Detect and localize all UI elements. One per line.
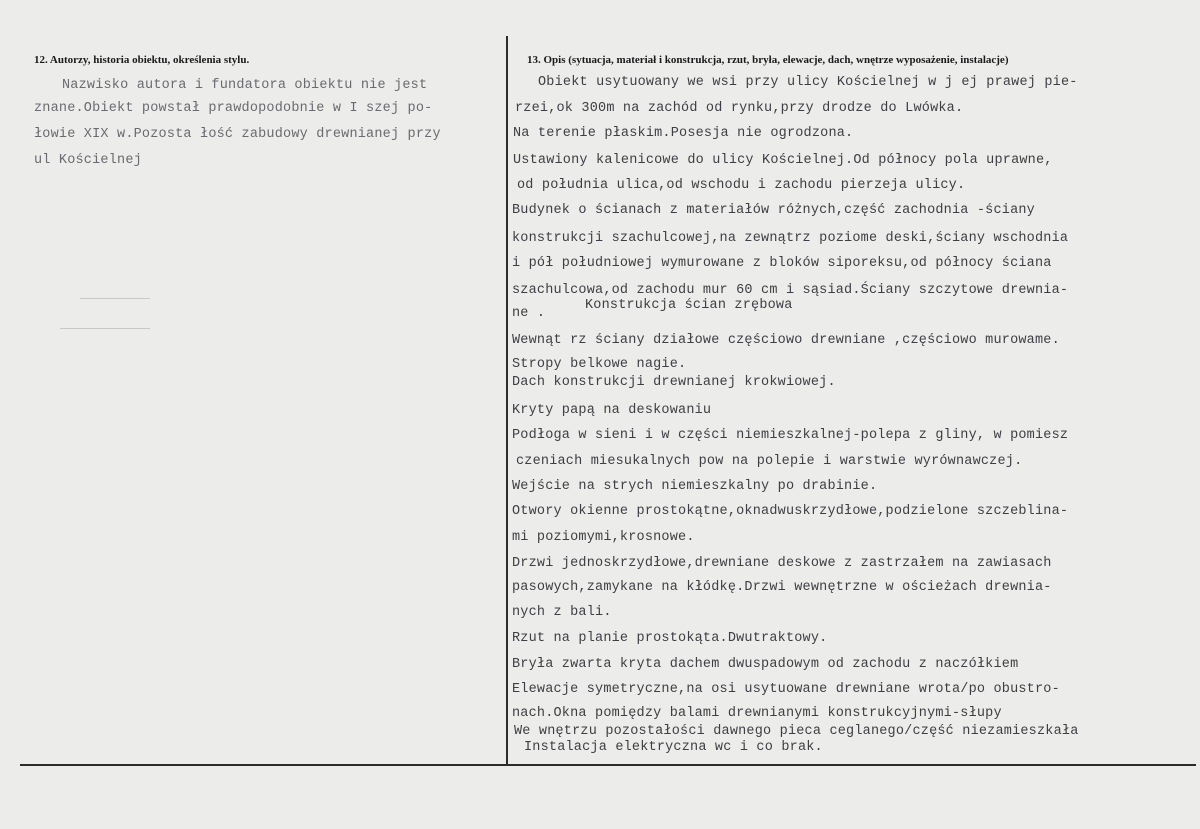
column-divider: [506, 36, 508, 764]
text-line: Na terenie płaskim.Posesja nie ogrodzona.: [513, 126, 854, 141]
text-line: łowie XIX w.Pozosta łość zabudowy drewnianej przy: [34, 127, 441, 142]
text-line: czeniach miesukalnych pow na polepie i warstwie wyrównawczej.: [516, 454, 1023, 469]
faint-bleedthrough-mark: [60, 328, 150, 329]
text-line: i pół południowej wymurowane z bloków siporeksu,od północy ściana: [512, 256, 1052, 271]
text-line: rzei,ok 300m na zachód od rynku,przy drodze do Lwówka.: [515, 101, 964, 116]
text-line: Dach konstrukcji drewnianej krokwiowej.: [512, 375, 836, 390]
faint-bleedthrough-mark: [80, 298, 150, 299]
text-line: ne .: [512, 306, 546, 321]
text-line: od południa ulica,od wschodu i zachodu pierzeja ulicy.: [517, 178, 966, 193]
text-line: znane.Obiekt powstał prawdopodobnie w I szej po-: [34, 101, 433, 116]
text-line: ul Kościelnej: [34, 153, 142, 168]
text-line: Drzwi jednoskrzydłowe,drewniane deskowe z zastrzałem na zawiasach: [512, 556, 1052, 571]
text-line: Elewacje symetryczne,na osi usytuowane drewniane wrota/po obustro-: [512, 682, 1060, 697]
text-line: Wejście na strych niemieszkalny po drabinie.: [512, 479, 878, 494]
text-line: szachulcowa,od zachodu mur 60 cm i sąsiad.Ściany szczytowe drewnia-: [512, 283, 1069, 298]
text-line: Instalacja elektryczna wc i co brak.: [524, 740, 823, 755]
text-line: Nazwisko autora i fundatora obiektu nie jest: [62, 78, 428, 93]
text-line: Obiekt usytuowany we wsi przy ulicy Kościelnej w j ej prawej pie-: [538, 75, 1078, 90]
text-line: Kryty papą na deskowaniu: [512, 403, 712, 418]
text-line: Rzut na planie prostokąta.Dwutraktowy.: [512, 631, 828, 646]
section-12-heading: 12. Autorzy, historia obiektu, określenia stylu.: [34, 54, 250, 66]
text-line: mi poziomymi,krosnowe.: [512, 530, 695, 545]
section-13-heading: 13. Opis (sytuacja, materiał i konstrukcja, rzut, bryła, elewacje, dach, wnętrze wyposażenie, instalacje): [527, 54, 1009, 66]
text-line: Otwory okienne prostokątne,oknadwuskrzydłowe,podzielone szczeblina-: [512, 504, 1069, 519]
text-line: Ustawiony kalenicowe do ulicy Kościelnej.Od północy pola uprawne,: [513, 153, 1053, 168]
text-line: We wnętrzu pozostałości dawnego pieca ceglanego/część niezamieszkała: [514, 724, 1079, 739]
text-line: Podłoga w sieni i w części niemieszkalnej-polepa z gliny, w pomiesz: [512, 428, 1069, 443]
text-line: konstrukcji szachulcowej,na zewnątrz poziome deski,ściany wschodnia: [512, 231, 1069, 246]
text-line: nych z bali.: [512, 605, 612, 620]
bottom-rule: [20, 764, 1196, 766]
text-line: pasowych,zamykane na kłódkę.Drzwi wewnętrzne w ościeżach drewnia-: [512, 580, 1052, 595]
text-line: Wewnąt rz ściany działowe częściowo drewniane ,częściowo murowame.: [512, 333, 1060, 348]
text-line: Konstrukcja ścian zrębowa: [585, 298, 793, 313]
text-line: nach.Okna pomiędzy balami drewnianymi konstrukcyjnymi-słupy: [512, 706, 1002, 721]
text-line: Bryła zwarta kryta dachem dwuspadowym od zachodu z naczółkiem: [512, 657, 1019, 672]
text-line: Stropy belkowe nagie.: [512, 357, 687, 372]
text-line: Budynek o ścianach z materiałów różnych,część zachodnia -ściany: [512, 203, 1035, 218]
